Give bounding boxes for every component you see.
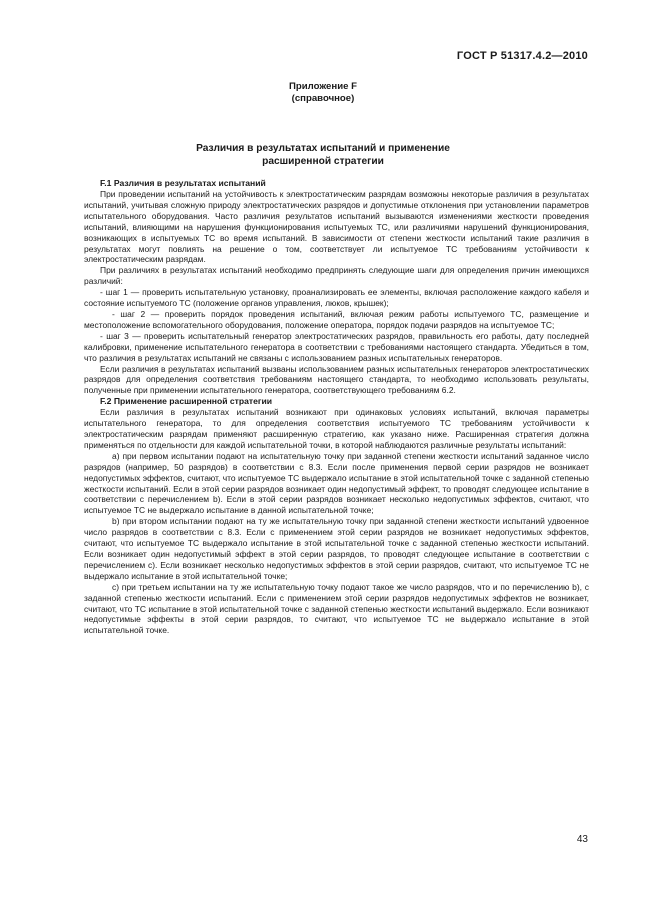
- step-1: - шаг 1 — проверить испытательную установку, проанализировать ее элементы, включая расположение каждого кабеля и состояние испытуемого ТС (положение органов управления, люков, крышек);: [84, 287, 589, 309]
- annex-title: Приложение F: [289, 81, 357, 92]
- section-f2-heading: F.2 Применение расширенной стратегии: [100, 396, 273, 407]
- step-2: - шаг 2 — проверить порядок проведения испытаний, включая режим работы испытуемого ТС, размещение и местоположение вспомогательного оборудования, положение оператора, порядок подачи разрядов на испытуемое ТС;: [84, 308, 589, 330]
- list-item-a: а) при первом испытании подают на испытательную точку при заданной степени жесткости испытаний заданное число разрядов (например, 50 разрядов) в соответствии с 8.3. Если после применения первой серии разрядов не возникает недопустимых эффектов, считают, что испытуемое ТС выдержало испытание в этой испытательной точке с заданной степенью жесткости испытаний. Если в этой серии разрядов возникает один недопустимый эффект, то проводят следующее испытание в соответствии с перечислением b). Если в этой серии разрядов возникает несколько недопустимых эффектов, считают, что испытуемое ТС не выдержало испытание в данной испытательной точке;: [84, 450, 589, 516]
- section-f1-heading: F.1 Различия в результатах испытаний: [100, 178, 266, 188]
- page-number: 43: [576, 834, 588, 845]
- step-3: - шаг 3 — проверить испытательный генератор электростатических разрядов, правильность его работы, дату последней калибровки, применение испытательного генератора в соответствии с требованиями настоящего стандарта. Убедиться в том, что различия в результатах испытаний не связаны с использованием разных испытательных генераторов.: [84, 330, 589, 363]
- section-f1-paragraph-2: При различиях в результатах испытаний необходимо предпринять следующие шаги для определения причин имеющихся различий:: [84, 265, 589, 287]
- document-body: [84, 178, 589, 636]
- annex-heading: [0, 81, 646, 105]
- title-line-1: Различия в результатах испытаний и применение: [196, 143, 450, 154]
- standard-code: ГОСТ Р 51317.4.2—2010: [456, 50, 588, 62]
- page-title: [0, 143, 646, 168]
- list-item-b: b) при втором испытании подают на ту же испытательную точку при заданной степени жесткости испытаний удвоенное число разрядов в соответствии с 8.3. Если с применением этой серии разрядов не возникает недопустимых эффектов, считают, что испытуемое ТС выдержало испытание в этой испытательной точке с заданной степенью жесткости испытаний. Если возникает один недопустимый эффект в этой серии разрядов, то проводят следующее испытание в соответствии с перечислением с). Если возникает несколько недопустимых эффектов в этой серии разрядов, считают, что испытуемое ТС не выдержало испытание в этой испытательной точке;: [84, 516, 589, 581]
- section-f2-paragraph-1: Если различия в результатах испытаний возникают при одинаковых условиях испытаний, включая параметры испытательного генератора, то для определения соответствия испытуемого ТС требованиям устойчивости к электростатическим разрядам применяют расширенную стратегию, как указано ниже. Расширенная стратегия должна применяться по отдельности для каждой испытательной точки, в которой наблюдаются различные результаты испытаний:: [84, 407, 589, 450]
- annex-subtitle: (справочное): [291, 93, 355, 104]
- section-f1-paragraph-3: Если различия в результатах испытаний вызваны использованием разных испытательных генераторов электростатических разрядов для определения соответствия требованиям настоящего стандарта, то необходимо использовать результаты, полученные при применении испытательного генератора, соответствующего требованиям 6.2.: [84, 363, 589, 396]
- list-item-c: с) при третьем испытании на ту же испытательную точку подают такое же число разрядов, что и по перечислению b), с заданной степенью жесткости испытаний. Если с применением этой серии разрядов недопустимых эффектов не возникает, считают, что ТС испытание в этой испытательной точке с заданной степенью жесткости испытаний выдержало. Если возникают недопустимые эффекты в этой серии разрядов, то считают, что испытуемое ТС не выдержало испытание в этой испытательной точке.: [84, 581, 589, 636]
- title-line-2: расширенной стратегии: [262, 155, 384, 167]
- section-f1-paragraph-1: При проведении испытаний на устойчивость к электростатическим разрядам возможны некоторые различия в результатах испытаний, учитывая сложную природу электростатических разрядов и допустимые отклонения при установлении параметров испытательного оборудования. Часто различия результатов испытаний вызываются изменениями жесткости проведения испытаний, влияющими на нарушения функционирования испытуемых ТС, или различиями нарушений функционирования, возникающих в испытуемых ТС во время испытаний. В зависимости от степени жесткости испытаний такие различия в результатах могут повлиять на решение о том, соответствует ли испытуемое ТС требованиям устойчивости к электростатическим разрядам.: [84, 189, 589, 265]
